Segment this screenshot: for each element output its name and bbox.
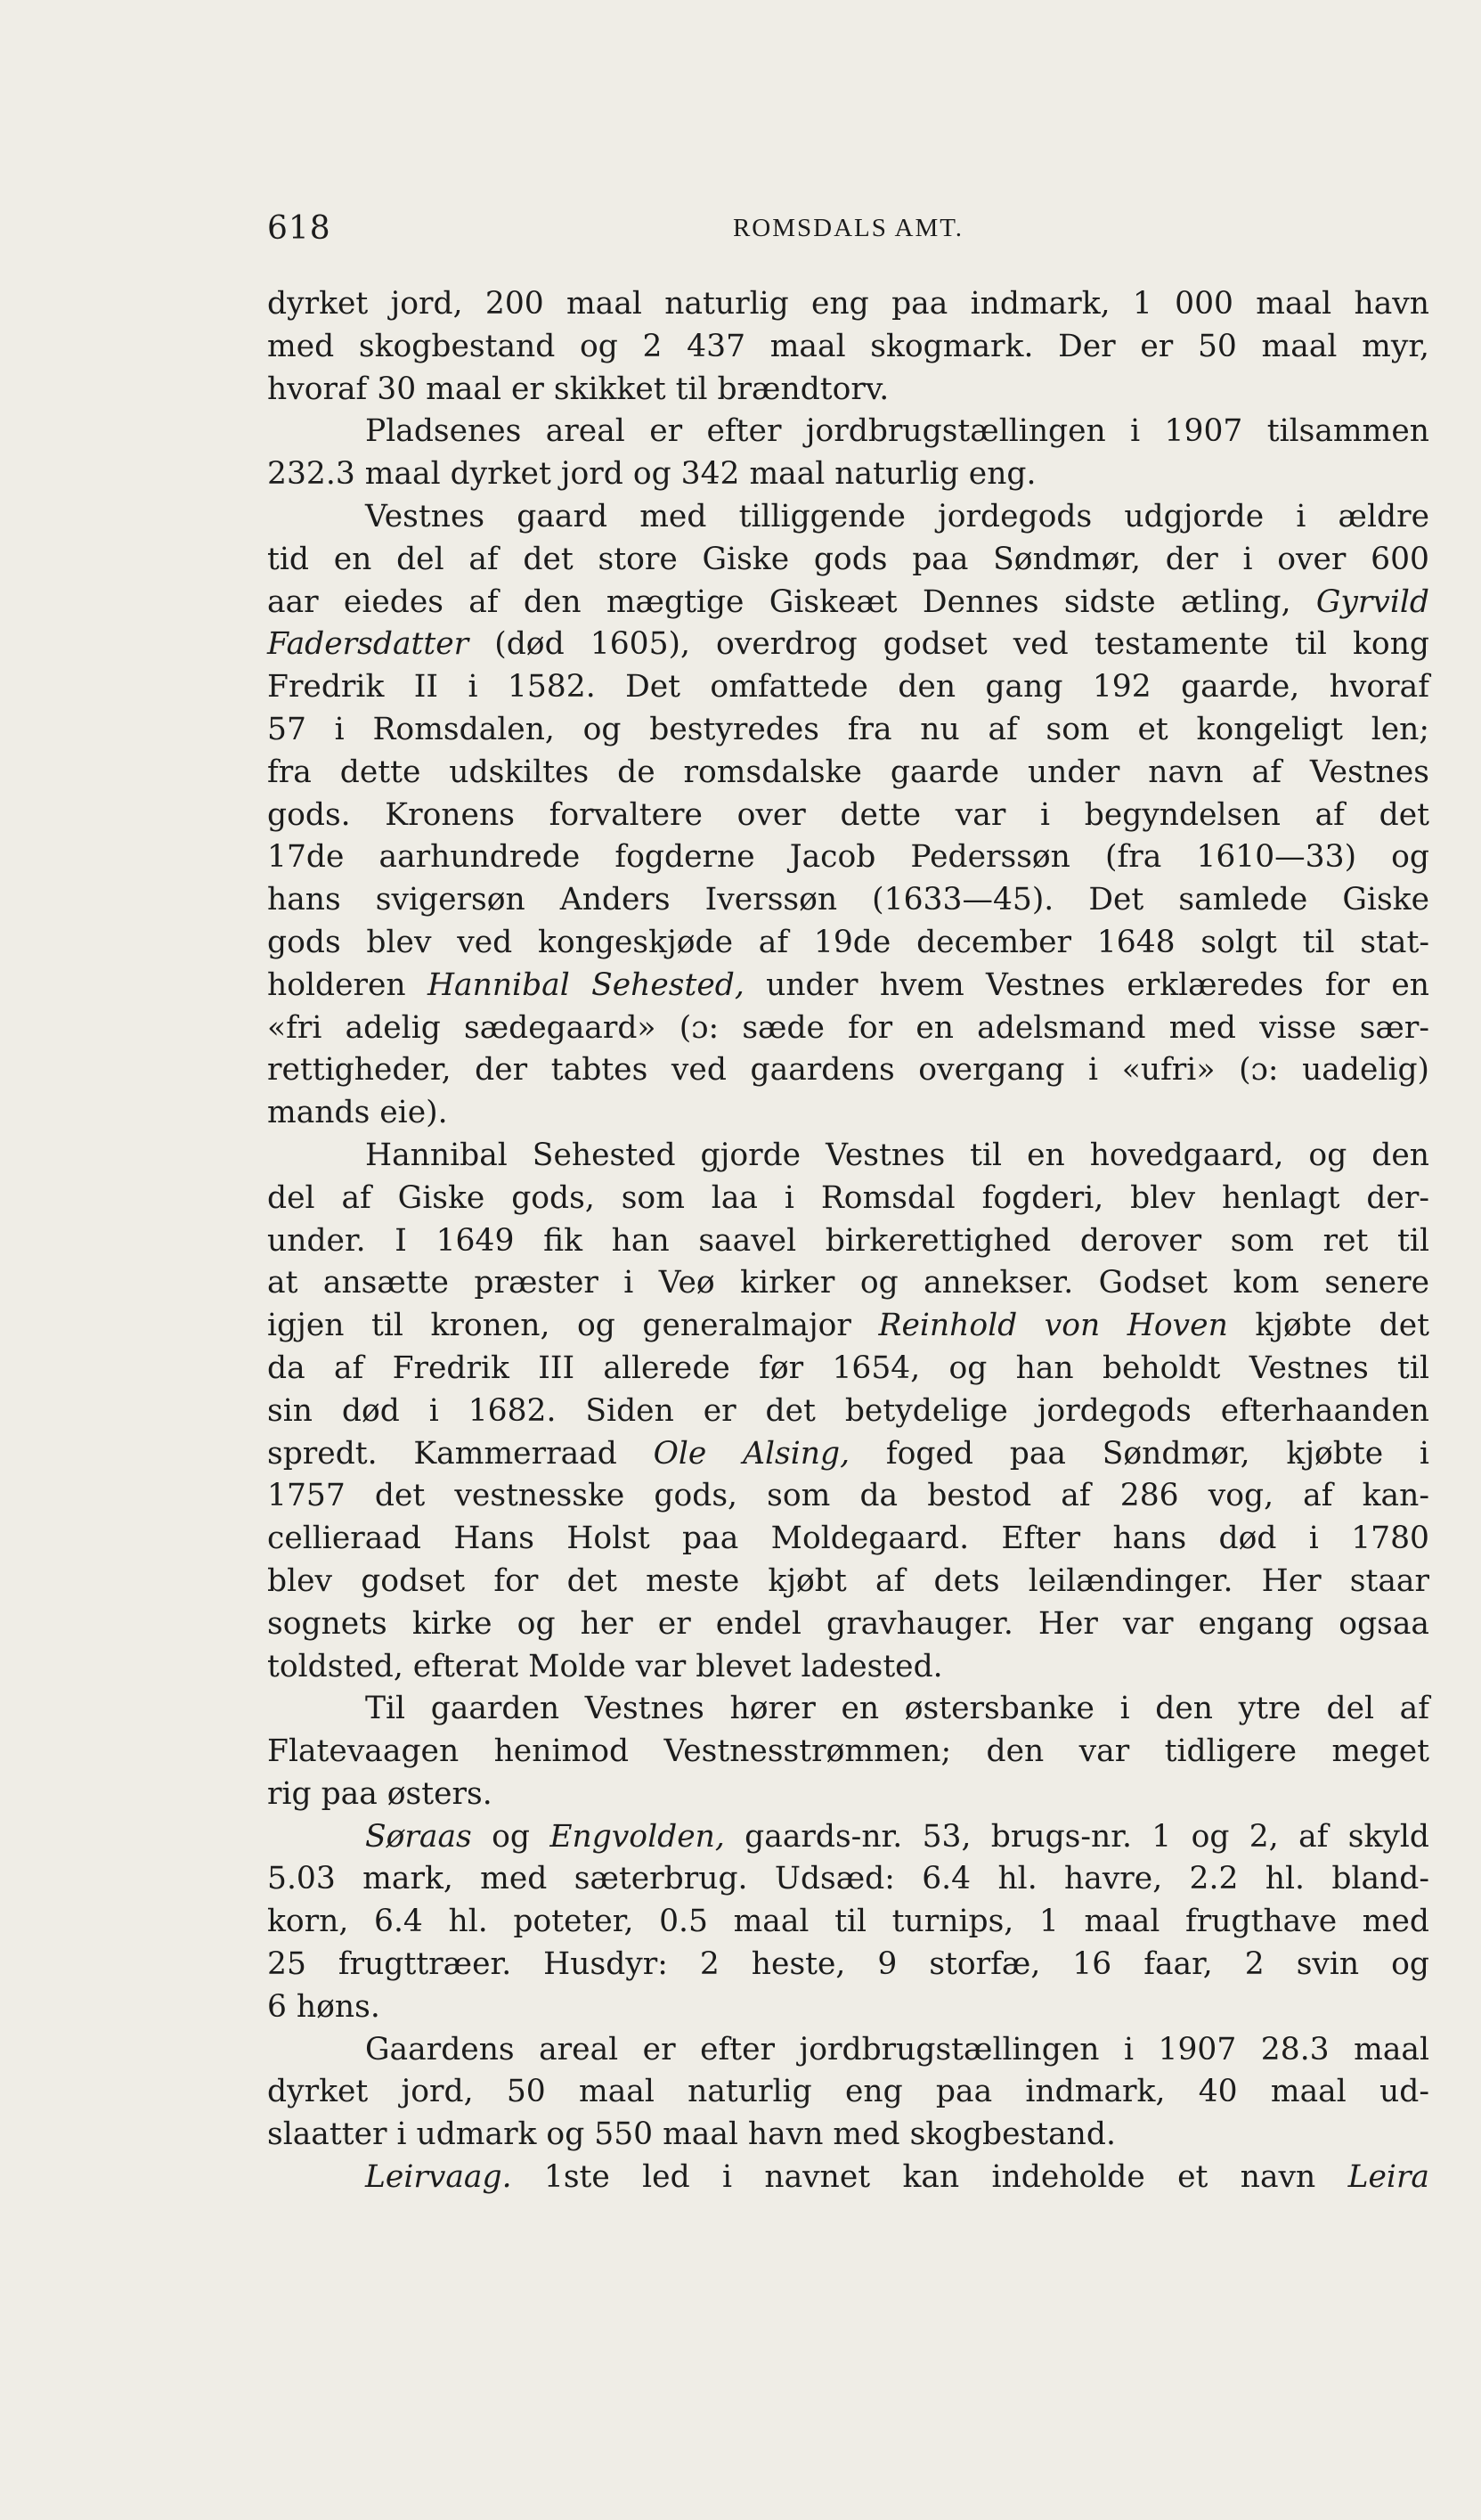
text-segment: del af Giske gods, som laa i Romsdal fogderi, blev henlagt der- bbox=[267, 1179, 1429, 1216]
text-line bbox=[267, 2114, 1429, 2157]
text-line bbox=[267, 709, 1429, 752]
text-segment: under. I 1649 fik han saavel birkerettighed derover som ret til bbox=[267, 1222, 1429, 1259]
text-line bbox=[267, 624, 1429, 666]
italic-text: Engvolden, bbox=[549, 1818, 725, 1855]
text-line bbox=[267, 369, 1429, 412]
text-segment: Hannibal Sehested gjorde Vestnes til en hovedgaard, og den bbox=[365, 1137, 1429, 1173]
text-segment: slaatter i udmark og 550 maal havn med skogbestand. bbox=[267, 2116, 1116, 2153]
text-line bbox=[267, 666, 1429, 709]
text-segment: Til gaarden Vestnes hører en østersbanke i den ytre del af bbox=[365, 1691, 1429, 1727]
text-segment: «fri adelig sædegaard» (ɔ: sæde for en adelsmand med visse sær- bbox=[267, 1009, 1429, 1046]
italic-text: Fadersdatter bbox=[267, 626, 469, 663]
text-line bbox=[267, 496, 1429, 539]
text-line bbox=[267, 965, 1429, 1007]
text-segment: Vestnes gaard med tilliggende jordegods udgjorde i ældre bbox=[365, 498, 1429, 534]
text-line bbox=[267, 283, 1429, 326]
text-segment: 57 i Romsdalen, og bestyredes fra nu af som et kongeligt len; bbox=[267, 711, 1429, 747]
text-segment: gods blev ved kongeskjøde af 19de december 1648 solgt til stat- bbox=[267, 924, 1429, 960]
text-line bbox=[267, 1731, 1429, 1774]
text-line bbox=[267, 1390, 1429, 1433]
text-line bbox=[267, 1561, 1429, 1603]
italic-text: Reinhold von Hoven bbox=[878, 1308, 1228, 1344]
text-segment: hans svigersøn Anders Iverssøn (1633—45). Det samlede Giske bbox=[267, 882, 1429, 918]
text-segment: fra dette udskiltes de romsdalske gaarde under navn af Vestnes bbox=[267, 754, 1429, 790]
text-line bbox=[267, 2157, 1429, 2199]
text-segment: 25 frugttræer. Husdyr: 2 heste, 9 storfæ, 16 faar, 2 svin og bbox=[267, 1946, 1429, 1983]
text-segment: kjøbte det bbox=[1227, 1308, 1430, 1344]
text-segment: korn, 6.4 hl. poteter, 0.5 maal til turnips, 1 maal frugthave med bbox=[267, 1904, 1429, 1940]
text-line bbox=[267, 1135, 1429, 1178]
page-number: 618 bbox=[267, 210, 331, 247]
text-segment: dyrket jord, 50 maal naturlig eng paa indmark, 40 maal ud- bbox=[267, 2074, 1429, 2110]
text-line bbox=[267, 2029, 1429, 2072]
text-line bbox=[267, 836, 1429, 879]
text-line bbox=[267, 1986, 1429, 2029]
text-segment: Pladsenes areal er efter jordbrugstællingen i 1907 tilsammen bbox=[365, 413, 1429, 450]
text-segment: hvoraf 30 maal er skikket til brændtorv. bbox=[267, 371, 890, 407]
italic-text: Leira bbox=[1347, 2159, 1429, 2196]
text-line bbox=[267, 582, 1429, 624]
text-line bbox=[267, 1774, 1429, 1816]
text-segment: 17de aarhundrede fogderne Jacob Pederssøn (fra 1610—33) og bbox=[267, 839, 1429, 876]
text-line bbox=[267, 879, 1429, 922]
text-segment: cellieraad Hans Holst paa Moldegaard. Efter hans død i 1780 bbox=[267, 1521, 1429, 1557]
text-line bbox=[267, 453, 1429, 496]
italic-text: Ole Alsing, bbox=[653, 1435, 850, 1472]
text-line bbox=[267, 539, 1429, 582]
body-text bbox=[267, 283, 1429, 2199]
text-segment: Fredrik II i 1582. Det omfattede den gang 192 gaarde, hvoraf bbox=[267, 669, 1429, 705]
text-line bbox=[267, 1518, 1429, 1561]
text-line bbox=[267, 2071, 1429, 2114]
text-line bbox=[267, 1603, 1429, 1646]
text-segment: 6 høns. bbox=[267, 1988, 380, 2025]
text-segment: rettigheder, der tabtes ved gaardens overgang i «ufri» (ɔ: uadelig) bbox=[267, 1052, 1429, 1089]
text-line bbox=[267, 1944, 1429, 1986]
text-line bbox=[267, 1688, 1429, 1731]
text-line bbox=[267, 411, 1429, 453]
text-segment: 1757 det vestnesske gods, som da bestod af 286 vog, af kan- bbox=[267, 1478, 1429, 1514]
text-segment: blev godset for det meste kjøbt af dets leilændinger. Her staar bbox=[267, 1562, 1429, 1599]
text-line bbox=[267, 1178, 1429, 1220]
text-segment: rig paa østers. bbox=[267, 1775, 492, 1812]
text-segment: (død 1605), overdrog godset ved testamente til kong bbox=[468, 626, 1429, 663]
text-segment: gaards-nr. 53, brugs-nr. 1 og 2, af skyld bbox=[724, 1818, 1429, 1855]
text-segment: foged paa Søndmør, kjøbte i bbox=[850, 1435, 1429, 1472]
text-segment: spredt. Kammerraad bbox=[267, 1435, 654, 1472]
text-line bbox=[267, 1092, 1429, 1135]
italic-text: Hannibal Sehested, bbox=[427, 966, 745, 1003]
text-segment: at ansætte præster i Veø kirker og annekser. Godset kom senere bbox=[267, 1265, 1429, 1301]
running-title: ROMSDALS AMT. bbox=[732, 214, 964, 242]
text-segment: 5.03 mark, med sæterbrug. Udsæd: 6.4 hl. havre, 2.2 hl. bland- bbox=[267, 1861, 1429, 1897]
text-segment: 232.3 maal dyrket jord og 342 maal naturlig eng. bbox=[267, 456, 1037, 493]
text-line bbox=[267, 1262, 1429, 1305]
text-line bbox=[267, 1049, 1429, 1092]
italic-text: Søraas bbox=[365, 1818, 472, 1855]
text-line bbox=[267, 922, 1429, 965]
text-segment: under hvem Vestnes erklæredes for en bbox=[744, 966, 1429, 1003]
text-segment: tid en del af det store Giske gods paa Søndmør, der i over 600 bbox=[267, 541, 1429, 577]
text-segment: da af Fredrik III allerede før 1654, og han beholdt Vestnes til bbox=[267, 1350, 1429, 1386]
text-segment: aar eiedes af den mægtige Giskeæt Dennes sidste ætling, bbox=[267, 583, 1316, 620]
text-segment: sin død i 1682. Siden er det betydelige jordegods efterhaanden bbox=[267, 1392, 1429, 1429]
text-line bbox=[267, 326, 1429, 369]
text-segment: og bbox=[471, 1818, 550, 1855]
text-line bbox=[267, 1475, 1429, 1518]
page-header bbox=[267, 210, 1429, 255]
text-segment: mands eie). bbox=[267, 1095, 448, 1131]
text-segment: holderen bbox=[267, 966, 427, 1003]
text-line bbox=[267, 752, 1429, 795]
text-segment: Flatevaagen henimod Vestnesstrømmen; den var tidligere meget bbox=[267, 1733, 1429, 1770]
text-segment: med skogbestand og 2 437 maal skogmark. Der er 50 maal myr, bbox=[267, 328, 1429, 364]
italic-text: Gyrvild bbox=[1315, 583, 1429, 620]
text-line bbox=[267, 1220, 1429, 1263]
text-line bbox=[267, 1646, 1429, 1689]
italic-text: Leirvaag. bbox=[365, 2159, 512, 2196]
text-line bbox=[267, 1858, 1429, 1901]
text-segment: Gaardens areal er efter jordbrugstællingen i 1907 28.3 maal bbox=[365, 2031, 1429, 2067]
text-segment: sognets kirke og her er endel gravhauger. Her var engang ogsaa bbox=[267, 1605, 1429, 1642]
text-line bbox=[267, 1816, 1429, 1859]
text-line bbox=[267, 1305, 1429, 1348]
text-segment: dyrket jord, 200 maal naturlig eng paa indmark, 1 000 maal havn bbox=[267, 286, 1429, 322]
text-line bbox=[267, 1348, 1429, 1390]
text-line bbox=[267, 1007, 1429, 1050]
text-segment: 1ste led i navnet kan indeholde et navn bbox=[511, 2159, 1348, 2196]
text-line bbox=[267, 1433, 1429, 1476]
text-segment: toldsted, efterat Molde var blevet ladested. bbox=[267, 1648, 943, 1684]
text-segment: gods. Kronens forvaltere over dette var i begyndelsen af det bbox=[267, 796, 1429, 833]
text-line bbox=[267, 1901, 1429, 1944]
text-line bbox=[267, 795, 1429, 837]
text-segment: igjen til kronen, og generalmajor bbox=[267, 1308, 879, 1344]
